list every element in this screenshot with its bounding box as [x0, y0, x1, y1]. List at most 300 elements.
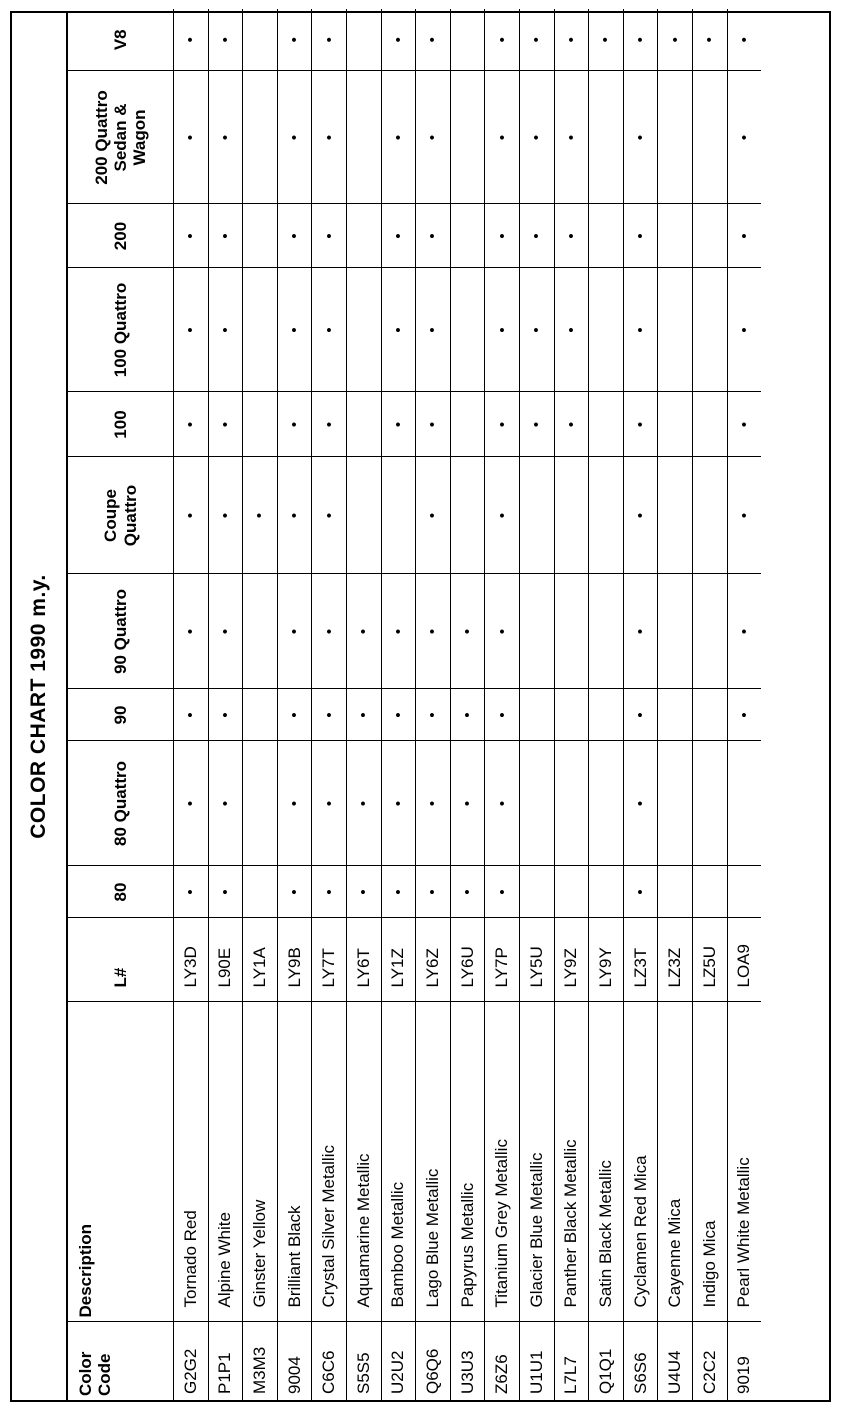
availability-cell-m100q — [208, 268, 243, 392]
availability-cell-v8 — [658, 9, 693, 71]
availability-dot-icon: • — [562, 37, 580, 43]
availability-cell-m90q — [485, 574, 520, 689]
availability-dot-icon: • — [320, 421, 338, 428]
availability-dot-icon: • — [389, 421, 407, 428]
table-row — [623, 9, 658, 1400]
l-number-cell: LY7T — [312, 918, 347, 1002]
description-cell: Pearl White Metallic — [727, 1002, 761, 1322]
availability-dot-icon: • — [632, 512, 650, 519]
availability-cell-m200q — [277, 71, 312, 204]
table-row — [658, 9, 693, 1400]
availability-dot-icon: • — [355, 800, 373, 807]
header-200: 200 — [68, 204, 174, 268]
color-code-cell: U2U2 — [381, 1322, 416, 1400]
availability-dot-icon: • — [182, 421, 200, 428]
header-description: Description — [68, 1002, 174, 1322]
availability-cell-v8 — [589, 9, 624, 71]
availability-cell-m100q — [554, 268, 589, 392]
availability-dot-icon: • — [735, 233, 753, 239]
availability-cell-m100q — [277, 268, 312, 392]
availability-cell-m90q — [554, 574, 589, 689]
availability-cell-coupe — [312, 457, 347, 574]
availability-cell-m100q — [174, 268, 209, 392]
availability-cell-m80q — [346, 741, 381, 866]
availability-cell-m90q — [174, 574, 209, 689]
header-90: 90 — [68, 689, 174, 741]
availability-cell-m80 — [692, 866, 727, 918]
availability-cell-m100 — [519, 392, 554, 457]
color-code-cell: Q1Q1 — [589, 1322, 624, 1400]
l-number-cell: LY5U — [519, 918, 554, 1002]
availability-cell-m90 — [381, 689, 416, 741]
color-code-cell: 9004 — [277, 1322, 312, 1400]
availability-dot-icon: • — [459, 889, 477, 895]
availability-dot-icon: • — [286, 421, 304, 428]
availability-dot-icon: • — [493, 134, 511, 141]
description-cell: Titanium Grey Metallic — [485, 1002, 520, 1322]
availability-cell-m200 — [554, 204, 589, 268]
availability-dot-icon: • — [182, 800, 200, 807]
availability-dot-icon: • — [389, 134, 407, 141]
availability-dot-icon: • — [424, 134, 442, 141]
color-code-cell: S6S6 — [623, 1322, 658, 1400]
availability-dot-icon: • — [493, 628, 511, 635]
availability-dot-icon: • — [735, 134, 753, 141]
description-cell: Satin Black Metallic — [589, 1002, 624, 1322]
availability-cell-m90q — [692, 574, 727, 689]
availability-dot-icon: • — [286, 134, 304, 141]
l-number-cell: L90E — [208, 918, 243, 1002]
availability-cell-m200 — [381, 204, 416, 268]
chart-title: COLOR CHART 1990 m.y. — [12, 13, 68, 1400]
availability-cell-m100 — [312, 392, 347, 457]
availability-cell-m200 — [174, 204, 209, 268]
table-row — [346, 9, 381, 1400]
availability-cell-m100 — [174, 392, 209, 457]
availability-cell-m100 — [623, 392, 658, 457]
l-number-cell: LY9Y — [589, 918, 624, 1002]
availability-dot-icon: • — [286, 233, 304, 239]
availability-cell-m90 — [174, 689, 209, 741]
availability-cell-m80q — [589, 741, 624, 866]
availability-cell-m90q — [381, 574, 416, 689]
header-l-number: L# — [68, 918, 174, 1002]
color-table — [68, 9, 761, 1400]
availability-cell-coupe — [208, 457, 243, 574]
availability-dot-icon: • — [735, 628, 753, 635]
description-cell: Cayenne Mica — [658, 1002, 693, 1322]
description-cell: Glacier Blue Metallic — [519, 1002, 554, 1322]
availability-cell-v8 — [485, 9, 520, 71]
availability-cell-m200q — [485, 71, 520, 204]
availability-cell-m200 — [243, 204, 278, 268]
availability-dot-icon: • — [735, 37, 753, 43]
availability-cell-v8 — [174, 9, 209, 71]
table-row — [519, 9, 554, 1400]
table-row — [208, 9, 243, 1400]
availability-dot-icon: • — [216, 800, 234, 807]
table-row — [416, 9, 451, 1400]
availability-dot-icon: • — [216, 233, 234, 239]
availability-dot-icon: • — [562, 327, 580, 333]
availability-cell-m200q — [346, 71, 381, 204]
availability-dot-icon: • — [182, 134, 200, 141]
availability-dot-icon: • — [493, 421, 511, 428]
availability-dot-icon: • — [735, 421, 753, 428]
availability-dot-icon: • — [182, 512, 200, 519]
availability-cell-m200q — [312, 71, 347, 204]
availability-cell-coupe — [243, 457, 278, 574]
availability-cell-m80 — [243, 866, 278, 918]
table-row — [589, 9, 624, 1400]
description-cell: Alpine White — [208, 1002, 243, 1322]
description-cell: Lago Blue Metallic — [416, 1002, 451, 1322]
availability-cell-m200 — [208, 204, 243, 268]
availability-dot-icon: • — [286, 37, 304, 43]
availability-cell-m200q — [554, 71, 589, 204]
availability-cell-m200q — [727, 71, 761, 204]
availability-dot-icon: • — [286, 800, 304, 807]
availability-dot-icon: • — [493, 889, 511, 895]
availability-cell-m90q — [277, 574, 312, 689]
availability-dot-icon: • — [182, 37, 200, 43]
availability-cell-m80q — [243, 741, 278, 866]
color-code-cell: G2G2 — [174, 1322, 209, 1400]
availability-cell-m90 — [243, 689, 278, 741]
availability-cell-m80q — [312, 741, 347, 866]
availability-cell-m100 — [658, 392, 693, 457]
l-number-cell: LY6U — [450, 918, 485, 1002]
availability-dot-icon: • — [320, 889, 338, 895]
availability-cell-coupe — [174, 457, 209, 574]
table-row — [312, 9, 347, 1400]
availability-cell-m200q — [381, 71, 416, 204]
availability-cell-m200q — [658, 71, 693, 204]
availability-cell-m90 — [416, 689, 451, 741]
header-90-quattro: 90 Quattro — [68, 574, 174, 689]
availability-cell-m90 — [519, 689, 554, 741]
availability-dot-icon: • — [632, 37, 650, 43]
availability-cell-m100 — [485, 392, 520, 457]
availability-dot-icon: • — [389, 327, 407, 333]
availability-dot-icon: • — [182, 233, 200, 239]
availability-dot-icon: • — [320, 800, 338, 807]
availability-cell-m80 — [727, 866, 761, 918]
availability-cell-m100 — [381, 392, 416, 457]
availability-dot-icon: • — [182, 327, 200, 333]
availability-cell-m90 — [346, 689, 381, 741]
availability-cell-v8 — [208, 9, 243, 71]
availability-cell-coupe — [346, 457, 381, 574]
availability-cell-m80 — [312, 866, 347, 918]
availability-cell-v8 — [416, 9, 451, 71]
availability-cell-m90q — [208, 574, 243, 689]
description-cell: Aquamarine Metallic — [346, 1002, 381, 1322]
availability-dot-icon: • — [320, 628, 338, 635]
availability-cell-coupe — [519, 457, 554, 574]
availability-cell-m90 — [554, 689, 589, 741]
availability-cell-m90 — [692, 689, 727, 741]
availability-cell-m80q — [692, 741, 727, 866]
availability-cell-m90q — [623, 574, 658, 689]
availability-dot-icon: • — [528, 134, 546, 141]
availability-cell-m80 — [623, 866, 658, 918]
availability-cell-m90 — [623, 689, 658, 741]
availability-dot-icon: • — [320, 37, 338, 43]
availability-dot-icon: • — [182, 628, 200, 635]
availability-dot-icon: • — [389, 889, 407, 895]
availability-cell-m80 — [589, 866, 624, 918]
availability-dot-icon: • — [320, 134, 338, 141]
availability-cell-m100q — [346, 268, 381, 392]
availability-cell-m80 — [174, 866, 209, 918]
availability-cell-coupe — [416, 457, 451, 574]
availability-dot-icon: • — [459, 628, 477, 635]
header-200-quattro-sedan-wagon: 200 Quattro Sedan & Wagon — [68, 71, 174, 204]
header-coupe-quattro: Coupe Quattro — [68, 457, 174, 574]
header-row — [68, 9, 174, 1400]
availability-cell-m90 — [658, 689, 693, 741]
availability-dot-icon: • — [424, 37, 442, 43]
availability-cell-m200q — [692, 71, 727, 204]
availability-cell-m100q — [727, 268, 761, 392]
l-number-cell: LOA9 — [727, 918, 761, 1002]
availability-cell-m100q — [485, 268, 520, 392]
availability-cell-m80q — [519, 741, 554, 866]
availability-cell-m200q — [623, 71, 658, 204]
table-row — [485, 9, 520, 1400]
availability-cell-v8 — [312, 9, 347, 71]
availability-dot-icon: • — [666, 37, 684, 43]
availability-cell-m90q — [658, 574, 693, 689]
table-row — [174, 9, 209, 1400]
availability-cell-coupe — [623, 457, 658, 574]
color-code-cell: L7L7 — [554, 1322, 589, 1400]
availability-cell-m90 — [450, 689, 485, 741]
availability-cell-m200 — [450, 204, 485, 268]
availability-cell-m90q — [346, 574, 381, 689]
availability-dot-icon: • — [216, 512, 234, 519]
l-number-cell: LY1A — [243, 918, 278, 1002]
availability-dot-icon: • — [320, 233, 338, 239]
availability-cell-m90q — [416, 574, 451, 689]
table-row — [727, 9, 761, 1400]
availability-dot-icon: • — [355, 712, 373, 718]
l-number-cell: LY6T — [346, 918, 381, 1002]
availability-cell-m90 — [485, 689, 520, 741]
availability-dot-icon: • — [493, 233, 511, 239]
availability-dot-icon: • — [632, 712, 650, 718]
availability-dot-icon: • — [632, 134, 650, 141]
color-code-cell: P1P1 — [208, 1322, 243, 1400]
availability-cell-m90 — [312, 689, 347, 741]
availability-cell-m200 — [658, 204, 693, 268]
availability-cell-m100q — [312, 268, 347, 392]
availability-cell-m80q — [485, 741, 520, 866]
color-code-cell: C6C6 — [312, 1322, 347, 1400]
description-cell: Crystal Silver Metallic — [312, 1002, 347, 1322]
availability-cell-v8 — [381, 9, 416, 71]
availability-cell-m80 — [519, 866, 554, 918]
color-code-cell: U4U4 — [658, 1322, 693, 1400]
availability-cell-m200q — [416, 71, 451, 204]
l-number-cell: LY7P — [485, 918, 520, 1002]
availability-dot-icon: • — [424, 712, 442, 718]
availability-cell-m90q — [727, 574, 761, 689]
availability-cell-coupe — [589, 457, 624, 574]
availability-dot-icon: • — [286, 628, 304, 635]
availability-cell-m80q — [623, 741, 658, 866]
availability-cell-m90 — [208, 689, 243, 741]
availability-cell-m90 — [277, 689, 312, 741]
availability-cell-m100 — [346, 392, 381, 457]
availability-cell-m200q — [243, 71, 278, 204]
header-80: 80 — [68, 866, 174, 918]
l-number-cell: LZ5U — [692, 918, 727, 1002]
availability-cell-m100q — [519, 268, 554, 392]
availability-dot-icon: • — [286, 889, 304, 895]
availability-dot-icon: • — [424, 233, 442, 239]
availability-cell-m100 — [589, 392, 624, 457]
header-v8: V8 — [68, 9, 174, 71]
availability-cell-m200q — [450, 71, 485, 204]
availability-cell-m80q — [208, 741, 243, 866]
availability-cell-m100 — [554, 392, 589, 457]
description-cell: Indigo Mica — [692, 1002, 727, 1322]
availability-cell-coupe — [692, 457, 727, 574]
availability-dot-icon: • — [320, 327, 338, 333]
availability-dot-icon: • — [216, 421, 234, 428]
availability-dot-icon: • — [424, 327, 442, 333]
availability-cell-m100 — [450, 392, 485, 457]
availability-cell-m80 — [381, 866, 416, 918]
availability-cell-m100 — [277, 392, 312, 457]
availability-cell-v8 — [692, 9, 727, 71]
availability-dot-icon: • — [493, 712, 511, 718]
availability-dot-icon: • — [459, 712, 477, 718]
availability-cell-m90 — [727, 689, 761, 741]
color-code-cell: Z6Z6 — [485, 1322, 520, 1400]
availability-cell-v8 — [554, 9, 589, 71]
availability-dot-icon: • — [389, 37, 407, 43]
description-cell: Bamboo Metallic — [381, 1002, 416, 1322]
availability-cell-m100 — [208, 392, 243, 457]
availability-cell-m80q — [727, 741, 761, 866]
availability-dot-icon: • — [632, 327, 650, 333]
availability-cell-m90q — [312, 574, 347, 689]
availability-cell-m200 — [623, 204, 658, 268]
table-row — [381, 9, 416, 1400]
availability-dot-icon: • — [286, 712, 304, 718]
availability-dot-icon: • — [389, 712, 407, 718]
availability-cell-m200 — [416, 204, 451, 268]
availability-cell-m80q — [450, 741, 485, 866]
description-cell: Papyrus Metallic — [450, 1002, 485, 1322]
availability-cell-m200 — [692, 204, 727, 268]
availability-dot-icon: • — [528, 421, 546, 428]
availability-cell-m80q — [277, 741, 312, 866]
availability-cell-m90q — [589, 574, 624, 689]
availability-dot-icon: • — [459, 800, 477, 807]
availability-dot-icon: • — [216, 37, 234, 43]
availability-dot-icon: • — [735, 512, 753, 519]
availability-cell-m100q — [658, 268, 693, 392]
availability-dot-icon: • — [735, 327, 753, 333]
availability-cell-m80 — [485, 866, 520, 918]
l-number-cell: LZ3Z — [658, 918, 693, 1002]
availability-cell-m200 — [519, 204, 554, 268]
availability-dot-icon: • — [424, 889, 442, 895]
availability-cell-m80 — [346, 866, 381, 918]
availability-cell-m90q — [243, 574, 278, 689]
availability-cell-m200 — [727, 204, 761, 268]
availability-cell-coupe — [485, 457, 520, 574]
header-color-code: Color Code — [68, 1322, 174, 1400]
table-row — [554, 9, 589, 1400]
availability-dot-icon: • — [493, 800, 511, 807]
availability-cell-v8 — [243, 9, 278, 71]
availability-dot-icon: • — [597, 37, 615, 43]
availability-dot-icon: • — [493, 37, 511, 43]
availability-cell-m80 — [208, 866, 243, 918]
availability-cell-coupe — [277, 457, 312, 574]
availability-cell-v8 — [519, 9, 554, 71]
availability-cell-m100q — [381, 268, 416, 392]
l-number-cell: LY3D — [174, 918, 209, 1002]
availability-cell-coupe — [727, 457, 761, 574]
availability-dot-icon: • — [182, 712, 200, 718]
availability-dot-icon: • — [320, 712, 338, 718]
color-code-cell: 9019 — [727, 1322, 761, 1400]
availability-cell-m100 — [416, 392, 451, 457]
color-code-cell: Q6Q6 — [416, 1322, 451, 1400]
availability-cell-m200q — [174, 71, 209, 204]
availability-cell-m100q — [243, 268, 278, 392]
availability-cell-m200 — [485, 204, 520, 268]
table-row — [450, 9, 485, 1400]
availability-dot-icon: • — [320, 512, 338, 519]
availability-cell-m100 — [727, 392, 761, 457]
availability-dot-icon: • — [528, 37, 546, 43]
availability-dot-icon: • — [389, 233, 407, 239]
color-code-cell: C2C2 — [692, 1322, 727, 1400]
availability-dot-icon: • — [424, 628, 442, 635]
description-cell: Cyclamen Red Mica — [623, 1002, 658, 1322]
table-body — [174, 9, 762, 1400]
availability-cell-m80 — [277, 866, 312, 918]
availability-cell-coupe — [658, 457, 693, 574]
availability-cell-m80 — [554, 866, 589, 918]
availability-dot-icon: • — [355, 889, 373, 895]
description-cell: Ginster Yellow — [243, 1002, 278, 1322]
availability-cell-m80 — [658, 866, 693, 918]
availability-cell-v8 — [450, 9, 485, 71]
l-number-cell: LY1Z — [381, 918, 416, 1002]
availability-cell-m100q — [623, 268, 658, 392]
availability-cell-m200 — [312, 204, 347, 268]
availability-dot-icon: • — [735, 712, 753, 718]
l-number-cell: LY6Z — [416, 918, 451, 1002]
color-code-cell: U3U3 — [450, 1322, 485, 1400]
availability-cell-m90 — [589, 689, 624, 741]
availability-dot-icon: • — [424, 512, 442, 519]
availability-dot-icon: • — [562, 233, 580, 239]
header-100: 100 — [68, 392, 174, 457]
availability-dot-icon: • — [528, 233, 546, 239]
availability-cell-m80q — [554, 741, 589, 866]
header-80-quattro: 80 Quattro — [68, 741, 174, 866]
availability-cell-coupe — [450, 457, 485, 574]
